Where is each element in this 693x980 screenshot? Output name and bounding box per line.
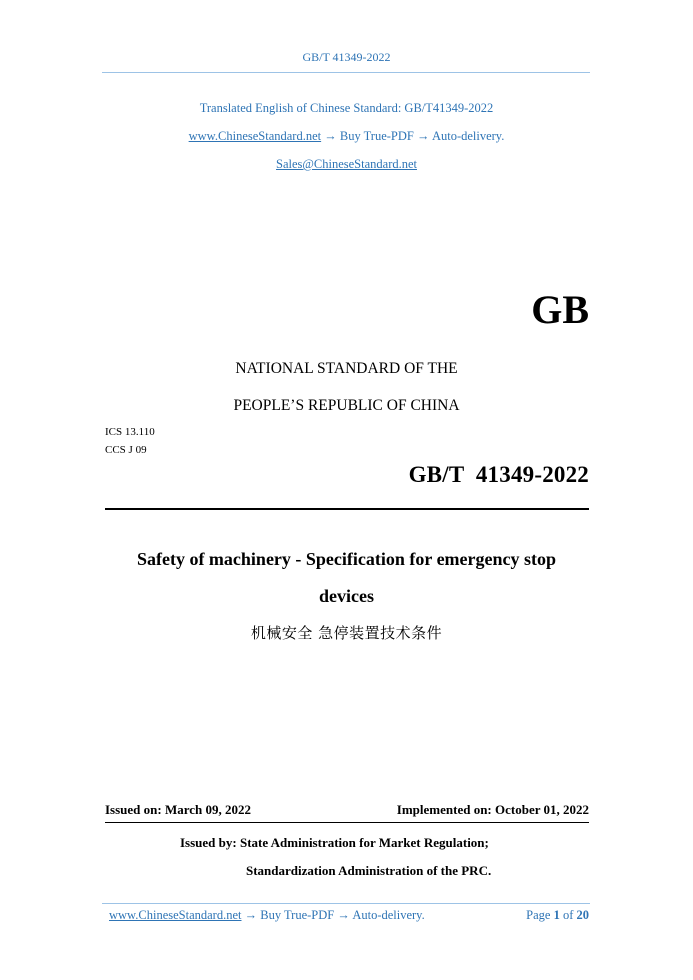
- ics-code: ICS 13.110: [105, 426, 155, 438]
- arrow-right-icon: →: [417, 129, 430, 143]
- arrow-right-icon: →: [244, 908, 258, 922]
- page-total: 20: [576, 908, 589, 922]
- translation-notice: Translated English of Chinese Standard: GB/T41349-2022: [199, 101, 494, 115]
- national-standard-line-1: NATIONAL STANDARD OF THE: [235, 360, 458, 377]
- buy-pdf-text: Buy True-PDF: [339, 129, 414, 143]
- page-indicator: [470, 908, 589, 923]
- purchase-line: [0, 129, 693, 144]
- issuer-line-2: Standardization Administration of the PRC.: [246, 863, 492, 878]
- footer-divider: [102, 903, 590, 904]
- implemented-on-date: Implemented on: October 01, 2022: [396, 802, 589, 817]
- email-line: [0, 157, 693, 172]
- ccs-code: CCS J 09: [105, 444, 147, 456]
- header-divider: [102, 72, 590, 73]
- running-header: GB/T 41349-2022: [302, 50, 391, 64]
- footer-auto-delivery-text: Auto-delivery.: [352, 908, 425, 922]
- issued-on-date: Issued on: March 09, 2022: [105, 802, 252, 817]
- page-word: Page: [526, 908, 551, 922]
- dates-divider: [105, 822, 589, 823]
- footer-buy-pdf-text: Buy True-PDF: [260, 908, 335, 922]
- page-current: 1: [553, 908, 560, 922]
- national-standard-line-2: PEOPLE’S REPUBLIC OF CHINA: [233, 397, 460, 414]
- document-title-line-2: devices: [319, 586, 374, 606]
- footer-purchase-line: [109, 908, 425, 923]
- auto-delivery-text: Auto-delivery.: [431, 129, 505, 143]
- standard-number-text: GB/T 41349-2022: [408, 462, 589, 487]
- arrow-right-icon: →: [337, 908, 350, 922]
- document-title-line-1: Safety of machinery - Specification for emergency stop: [136, 549, 557, 569]
- gb-mark: GB: [531, 287, 589, 332]
- footer-website-link[interactable]: www.ChineseStandard.net: [109, 908, 242, 922]
- arrow-right-icon: →: [324, 129, 337, 143]
- issuer-line-1: Issued by: State Administration for Market Regulation;: [180, 835, 489, 850]
- standard-number: [300, 462, 589, 488]
- of-word: of: [562, 908, 574, 922]
- standard-number-divider: [105, 508, 589, 510]
- sales-email-link[interactable]: Sales@ChineseStandard.net: [276, 157, 417, 171]
- website-link[interactable]: www.ChineseStandard.net: [188, 129, 322, 143]
- chinese-title: 机械安全 急停装置技术条件: [250, 624, 443, 642]
